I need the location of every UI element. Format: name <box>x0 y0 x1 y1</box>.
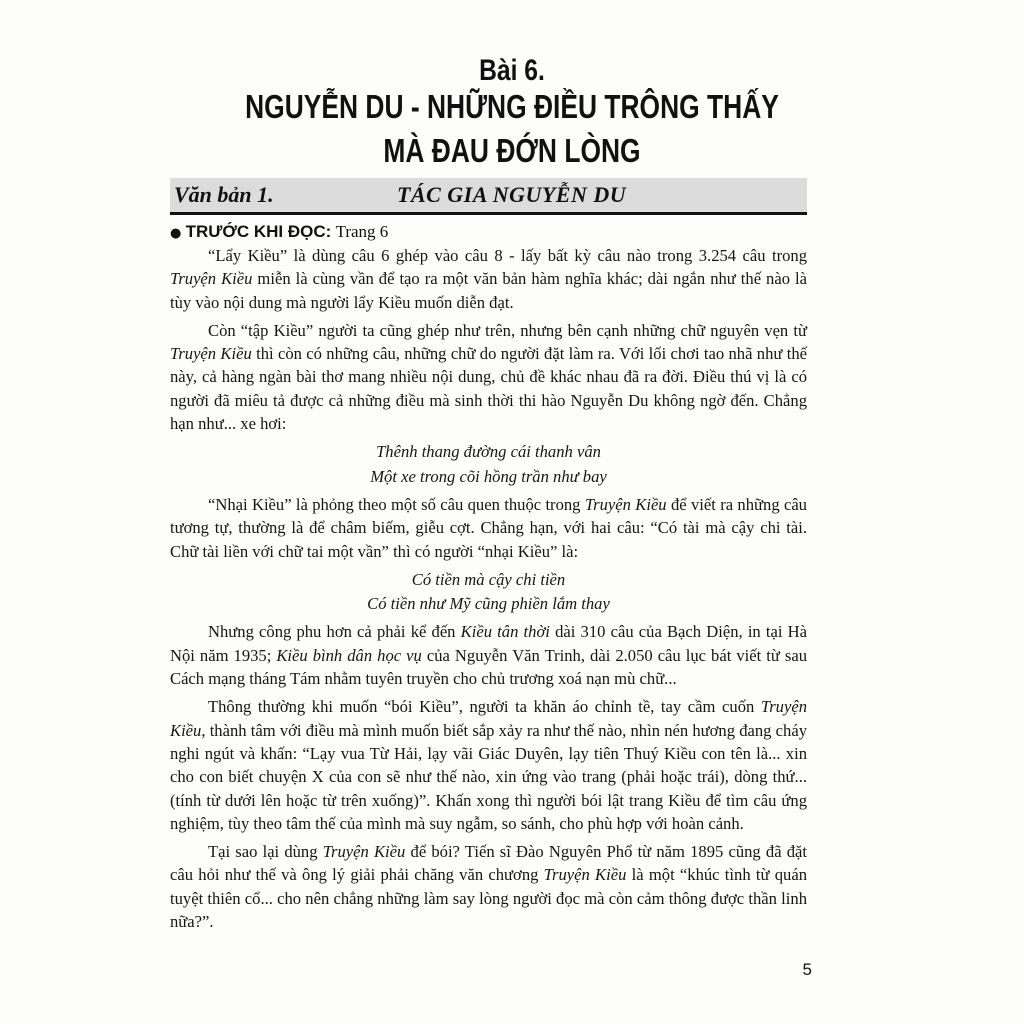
work-title: Kiều bình dân học vụ <box>276 645 422 665</box>
verse-line: Có tiền mà cậy chi tiền <box>411 569 566 589</box>
text-run: miễn là cùng vần để tạo ra một văn bản hàm nghĩa khác; dài ngắn như thế nào là tùy vào nội dung mà người lẩy Kiều muốn diễn đạt. <box>170 269 807 312</box>
page-number: 5 <box>802 960 812 979</box>
body-text <box>170 244 807 938</box>
text-run: thì còn có những câu, những chữ do người đặt làm ra. Với lối chơi tao nhã như thế này, cả hàng ngàn bài thơ mang nhiều nội dung, chủ đề khác nhau đã ra đời. Điều thú vị là có người đã miêu tả được cả những điều mà sinh thời thi hào Nguyễn Du không ngờ đến. Chẳng hạn như... xe hơi: <box>170 344 807 434</box>
paragraph-tap-kieu <box>170 319 807 435</box>
work-title: Truyện Kiều <box>170 269 253 289</box>
work-title: Truyện Kiều <box>170 344 252 364</box>
text-run: Nhưng công phu hơn cả phải kể đến <box>208 622 461 642</box>
text-run: Tại sao lại dùng <box>208 842 323 862</box>
lesson-title-line-1: NGUYỄN DU - NHỮNG ĐIỀU TRÔNG THẤY <box>245 88 779 125</box>
text-run: , thành tâm với điều mà mình muốn biết sắp xảy ra như thế nào, nhìn nén hương đang cháy nghi ngút và khấn: “Lạy vua Từ Hải, lạy vãi Giác Duyên, lạy tiên Thuý Kiều con tên là... xin cho con biết chuyện X của con sẽ như thế nào, xin ứng vào trang (phải hoặc trái), dòng thứ... (tính từ dưới lên hoặc từ trên xuống)”. Khấn xong thì người bói lật trang Kiều để tìm câu ứng nghiệm, tùy theo tâm thế của mình mà suy ngẫm, so sánh, cho phù hợp với hoàn cảnh. <box>170 720 807 833</box>
section-title: TÁC GIA NGUYỄN DU <box>397 182 627 207</box>
bullet-icon: ● <box>170 226 182 241</box>
work-title: Kiều tân thời <box>460 622 550 642</box>
paragraph-why-boi <box>170 840 807 933</box>
before-reading-line <box>170 222 388 242</box>
verse-line: Có tiền như Mỹ cũng phiền lắm thay <box>367 594 610 614</box>
text-run: để bói? Tiến sĩ Đào Nguyên Phổ từ năm 1895 cũng đã đặt câu hỏi như thế và ông lý giải phải chăng văn chương <box>170 842 808 885</box>
before-reading-label: TRƯỚC KHI ĐỌC: <box>185 222 332 241</box>
work-title: Truyện Kiều <box>584 494 667 514</box>
lesson-title-line-2: MÀ ĐAU ĐỚN LÒNG <box>383 132 641 169</box>
text-run: của Nguyễn Văn Trinh, dài 2.050 câu lục bát viết từ sau Cách mạng tháng Tám nhằm tuyên truyền cho chủ trương xoá nạn mù chữ... <box>170 645 808 689</box>
work-title: Truyện Kiều <box>170 697 807 740</box>
text-run: “Nhại Kiều” là phỏng theo một số câu quen thuộc trong <box>208 494 585 514</box>
verse-line: Một xe trong cõi hồng trần như bay <box>370 466 607 486</box>
paragraph-boi-kieu <box>170 695 807 835</box>
text-run: “Lẩy Kiều” là dùng câu 6 ghép vào câu 8 - lấy bất kỳ câu nào trong 3.254 câu trong <box>208 246 807 265</box>
paragraph-kieu-tan-thoi <box>170 620 807 690</box>
text-run: dài 310 câu của Bạch Diện, in tại Hà Nội năm 1935; <box>170 622 807 665</box>
paragraph-lay-kieu <box>170 244 807 314</box>
verse-line: Thênh thang đường cái thanh vân <box>376 442 601 462</box>
text-run: Thông thường khi muốn “bói Kiều”, người ta khăn áo chỉnh tề, tay cầm cuốn <box>208 697 761 717</box>
text-run: Còn “tập Kiều” người ta cũng ghép như trên, nhưng bên cạnh những chữ nguyên vẹn từ <box>208 320 807 340</box>
before-reading-page: Trang 6 <box>335 222 389 241</box>
section-label: Văn bản 1. <box>174 182 274 207</box>
text-run: để viết ra những câu tương tự, thường là để châm biếm, giễu cợt. Chẳng hạn, với hai câu: “Có tài mà cậy chi tài. Chữ tài liền với chữ tai một vần” thì có người “nhại Kiều” là: <box>170 494 807 561</box>
work-title: Truyện Kiều <box>322 842 406 862</box>
work-title: Truyện Kiều <box>543 865 627 885</box>
paragraph-nhai-kieu <box>170 493 807 563</box>
lesson-number: Bài 6. <box>479 54 545 87</box>
text-run: là một “khúc tình từ quán tuyệt thiên cổ... cho nên chẳng những làm say lòng người đọc mà còn cảm thông được thần linh nữa?”. <box>170 865 807 932</box>
